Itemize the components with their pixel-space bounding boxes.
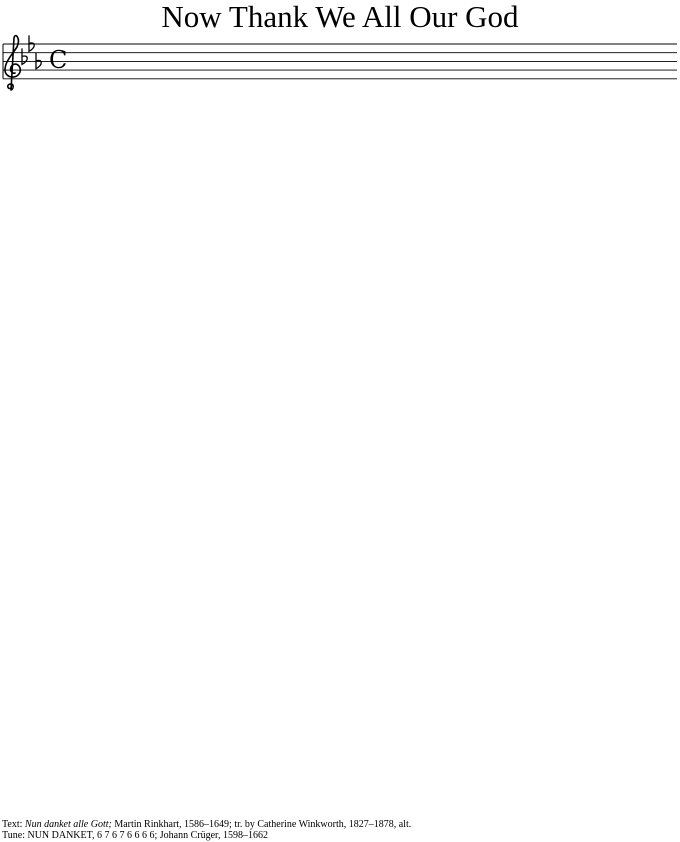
hymn-title: Now Thank We All Our God [161, 0, 519, 34]
flat-sign [29, 35, 34, 51]
text-credit: Text: Nun danket alle Gott; Martin Rinkhart, 1586–1649; tr. by Catherine Winkworth, 1827–1878, alt. [2, 819, 412, 830]
tune-credit: Tune: NUN DANKET, 6 7 6 7 6 6 6 6; Johann Crüger, 1598–1662 [2, 830, 268, 841]
flat-sign [36, 53, 41, 69]
time-signature: C [49, 46, 68, 74]
staff-system [3, 35, 677, 90]
flat-sign [22, 48, 27, 64]
hymn-credits [2, 819, 411, 841]
